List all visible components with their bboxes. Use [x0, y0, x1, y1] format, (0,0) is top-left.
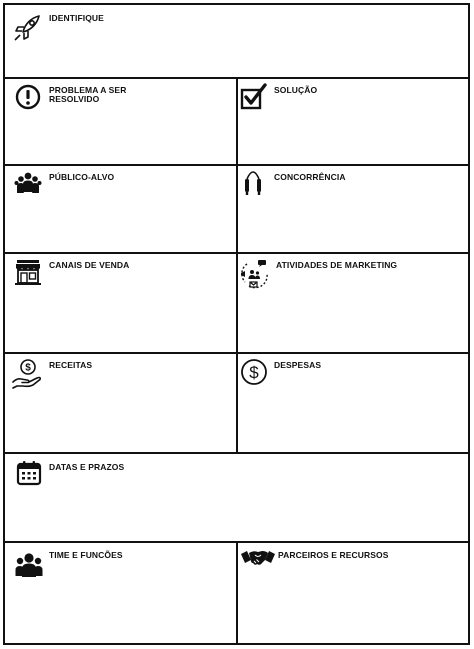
section-solucao[interactable]: [238, 79, 468, 164]
section-identifique[interactable]: [5, 5, 468, 77]
section-atividades[interactable]: [238, 254, 468, 352]
marketing-cycle-icon: [239, 258, 271, 290]
jump-rope-icon: [241, 169, 265, 197]
section-canais[interactable]: [5, 254, 236, 352]
section-title: CANAIS DE VENDA: [49, 260, 130, 270]
section-concorrencia[interactable]: [238, 166, 468, 252]
hand-dollar-icon: [11, 358, 45, 390]
storefront-icon: [14, 258, 42, 286]
section-title: TIME E FUNCÕES: [49, 550, 123, 560]
audience-group-icon: [14, 171, 42, 195]
section-parceiros[interactable]: [238, 543, 468, 645]
section-title: RESOLVIDO: [49, 94, 100, 104]
calendar-icon: [16, 460, 42, 486]
section-receitas[interactable]: [5, 354, 236, 452]
section-title: RECEITAS: [49, 360, 93, 370]
section-time[interactable]: [5, 543, 236, 645]
section-title: SOLUÇÃO: [274, 85, 318, 95]
section-title: ATIVIDADES DE MARKETING: [276, 260, 398, 270]
section-publico[interactable]: [5, 166, 236, 252]
section-title: IDENTIFIQUE: [49, 13, 104, 23]
section-title: DATAS E PRAZOS: [49, 462, 125, 472]
section-title: PARCEIROS E RECURSOS: [278, 550, 389, 560]
team-icon: [15, 551, 43, 579]
svg-text:$: $: [249, 363, 259, 382]
section-title: DESPESAS: [274, 360, 322, 370]
svg-text:$: $: [25, 362, 31, 374]
section-title: PÚBLICO-ALVO: [49, 172, 115, 182]
section-title: PROBLEMA A SER: [49, 85, 127, 95]
section-title: CONCORRÊNCIA: [274, 172, 346, 182]
handshake-icon: [241, 546, 275, 572]
canvas-grid: [3, 3, 470, 645]
section-datas[interactable]: [5, 454, 468, 541]
dollar-circle-icon: [240, 358, 268, 386]
section-despesas[interactable]: [238, 354, 468, 452]
rocket-icon: [13, 14, 41, 42]
section-problema[interactable]: [5, 79, 236, 164]
exclamation-circle-icon: [15, 84, 41, 110]
checkbox-check-icon: [240, 83, 268, 111]
